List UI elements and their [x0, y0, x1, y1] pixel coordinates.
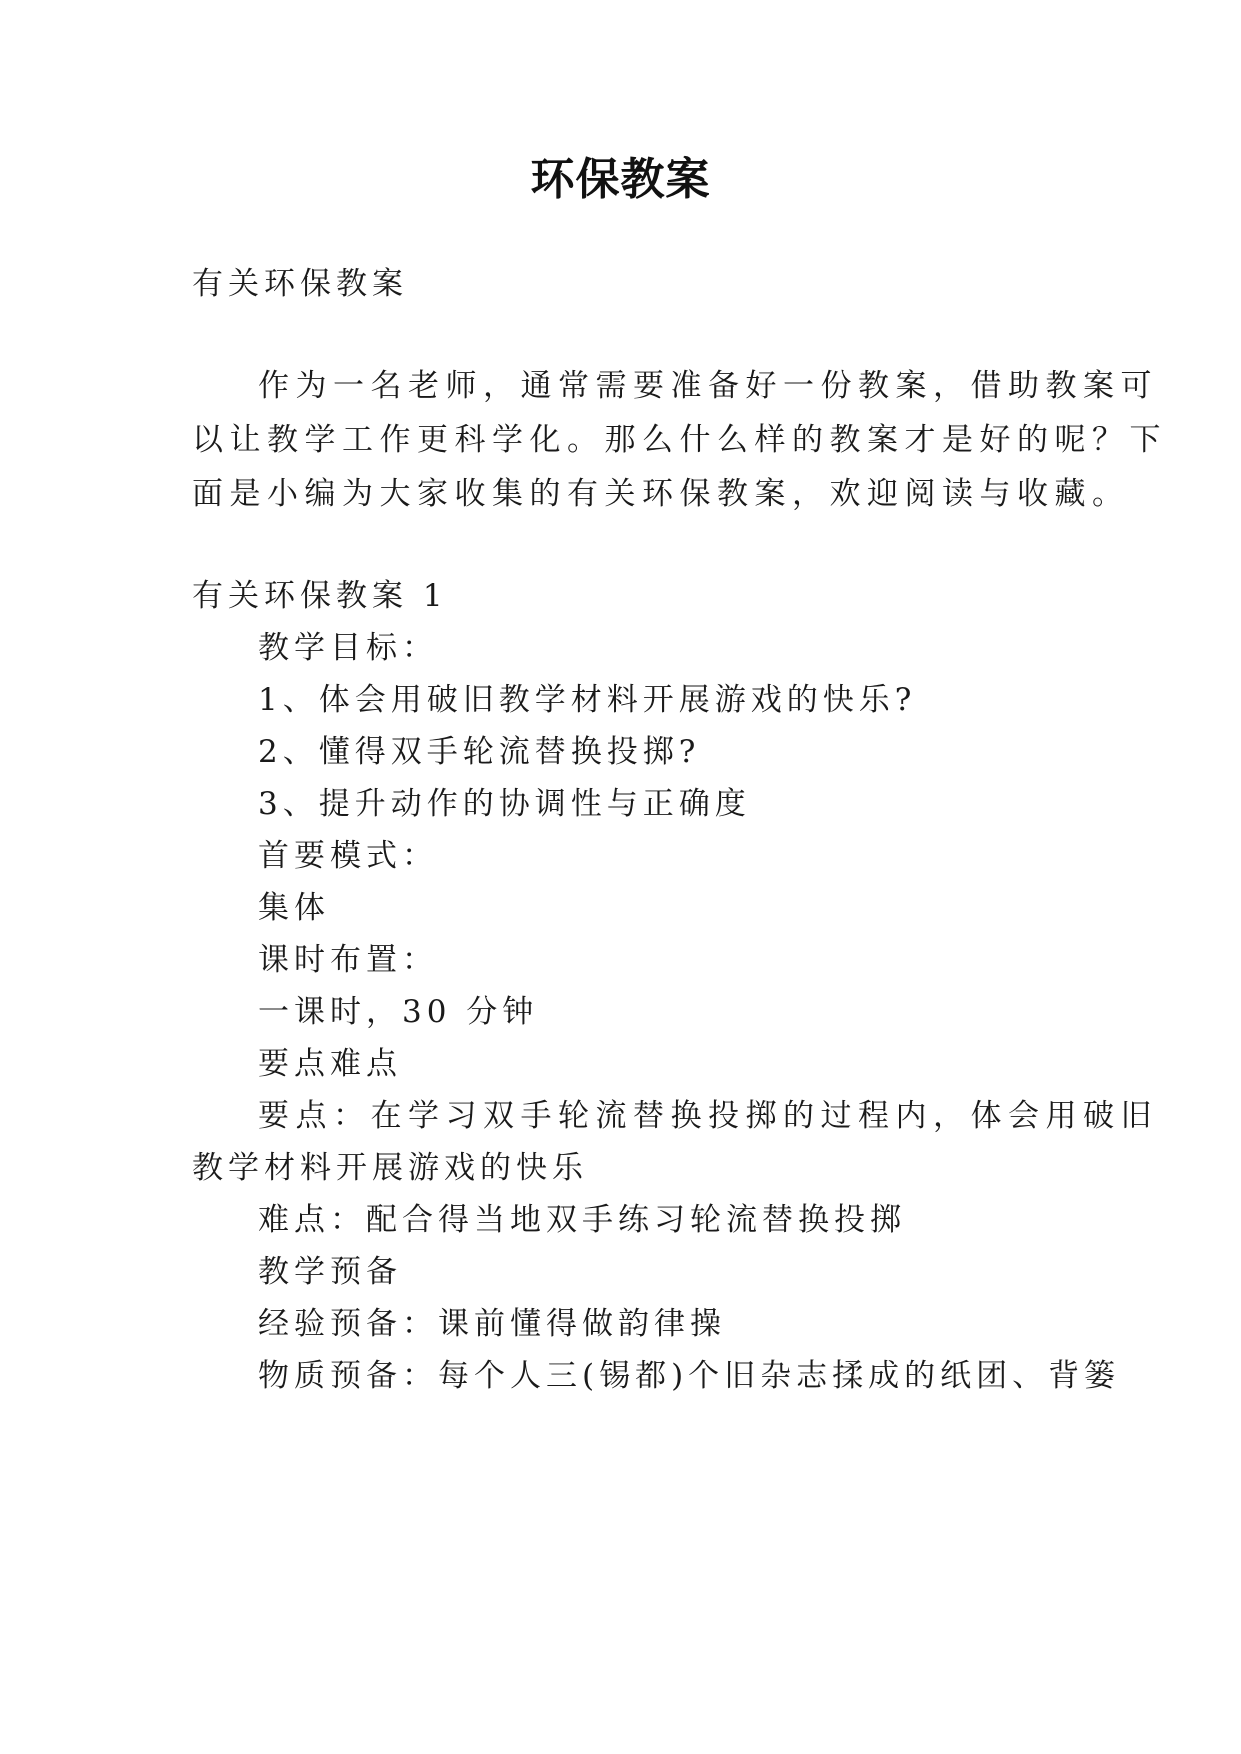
section-heading: 有关环保教案 1: [192, 578, 448, 614]
intro-line-3: 面是小编为大家收集的有关环保教案，欢迎阅读与收藏。: [192, 476, 1130, 512]
body-line: 教学目标：: [258, 630, 438, 666]
intro-line-1: 作为一名老师，通常需要准备好一份教案，借助教案可: [258, 368, 1158, 404]
body-line: 1、体会用破旧教学材料开展游戏的快乐?: [258, 682, 917, 718]
body-line: 经验预备：课前懂得做韵律操: [258, 1306, 726, 1342]
body-line: 首要模式：: [258, 838, 438, 874]
body-line: 课时布置：: [258, 942, 438, 978]
body-line: 教学预备: [258, 1254, 402, 1290]
body-line: 物质预备：每个人三(锡都)个旧杂志揉成的纸团、背篓: [258, 1358, 1121, 1394]
body-line: 教学材料开展游戏的快乐: [192, 1150, 588, 1186]
body-line: 2、懂得双手轮流替换投掷?: [258, 734, 701, 770]
document-title: 环保教案: [530, 154, 711, 205]
body-line: 3、提升动作的协调性与正确度: [258, 786, 751, 822]
body-line: 一课时，30 分钟: [258, 994, 539, 1030]
body-line: 要点：在学习双手轮流替换投掷的过程内，体会用破旧: [258, 1098, 1158, 1134]
body-line: 难点：配合得当地双手练习轮流替换投掷: [258, 1202, 906, 1238]
body-line: 要点难点: [258, 1046, 402, 1082]
document-subtitle: 有关环保教案: [192, 266, 408, 302]
body-line: 集体: [258, 890, 330, 926]
intro-line-2: 以让教学工作更科学化。那么什么样的教案才是好的呢？下: [192, 422, 1167, 458]
